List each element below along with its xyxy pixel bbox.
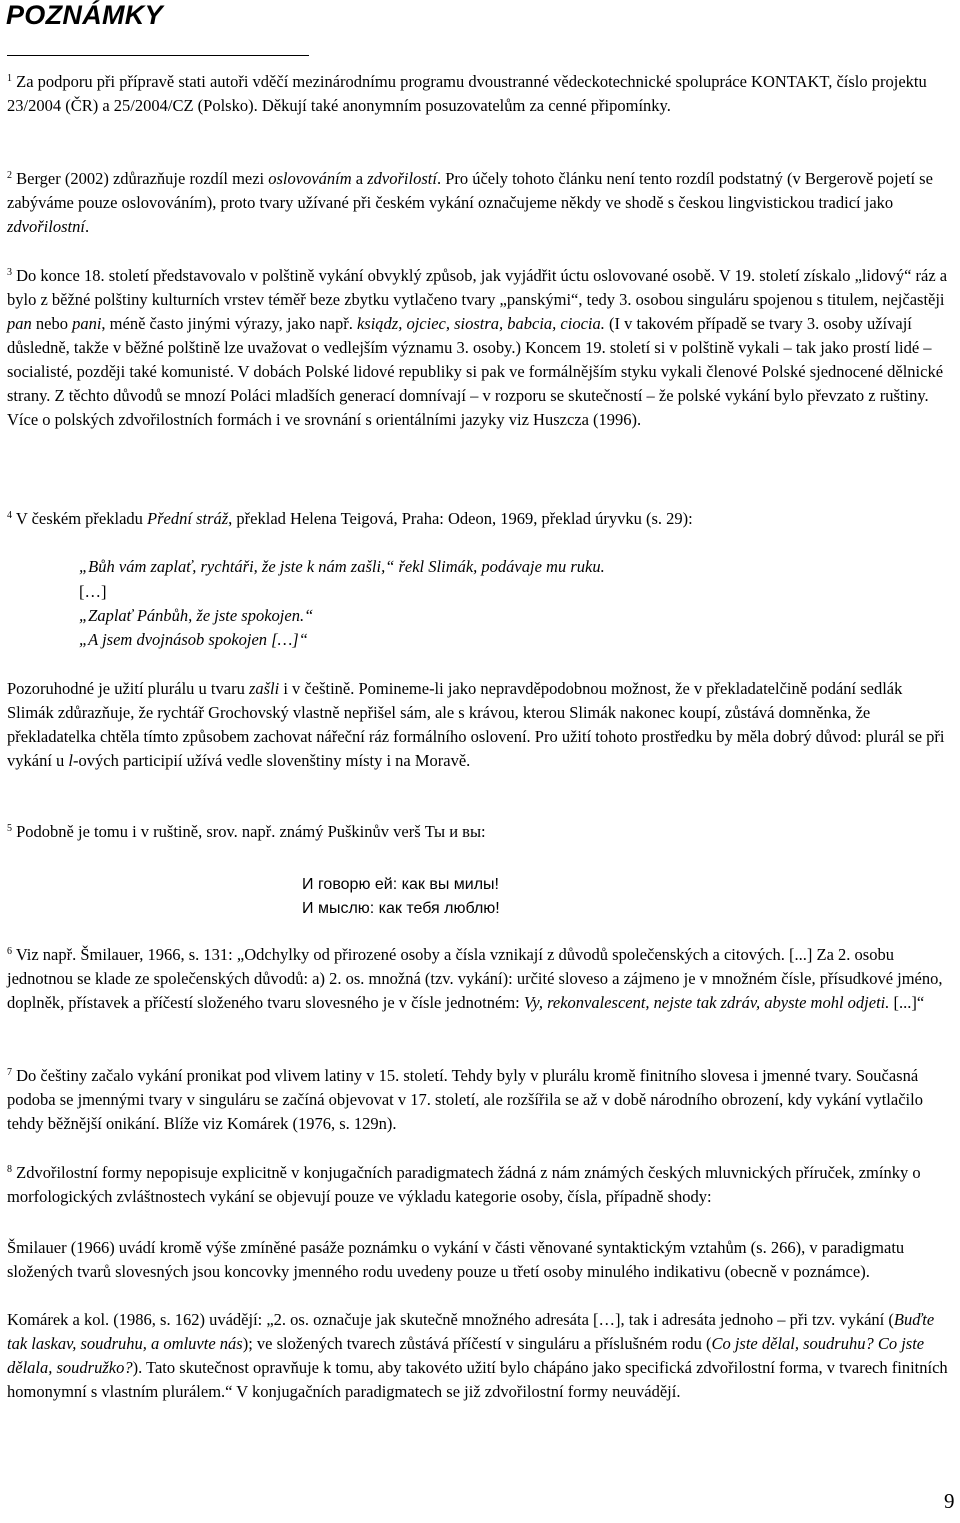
footnote-number: 3: [7, 267, 12, 278]
quote-line-3: „Zaplať Pánbůh, že jste spokojen.“: [79, 606, 314, 625]
russian-verse-1: И говорю ей: как вы милы!: [302, 876, 499, 893]
footnote-7: $^7$ Do češtiny začalo vykání pronikat pod vlivem latiny v 15. století. Tehdy byly v plurálu kromě finitního slovesa i jmenné tvary. Současná podoba se jmennými tvary v singuláru se začíná objevovat v 17. století, ale rozšířila se až v době národního obrození, kdy vykání vytlačilo tehdy běžnější onikání. Blíže viz Komárek (1976, s. 129n).: [7, 1066, 923, 1133]
footnote-number: 5: [7, 823, 12, 834]
footnote-4: $^4$ V českém překladu Přední stráž, překlad Helena Teigová, Praha: Odeon, 1969, překlad úryvku (s. 29):: [7, 509, 693, 528]
footnote-1: [7, 70, 953, 118]
quote-line-4: „A jsem dvojnásob spokojen […]“: [79, 630, 308, 649]
footnote-number: 2: [7, 170, 12, 181]
footnote-3: $^3$ Do konce 18. století představovalo v polštině vykání obvyklý způsob, jak vyjádřit úctu oslovované osobě. V 19. století získalo „lidový“ ráz a bylo z běžné polštiny kulturních vrstev téměř beze zbytku vytlačeno tvary „panskými“, tedy 3. osobou singuláru spojenou s titulem, nejčastěji pan nebo pani, méně často jinými výrazy, jako např. ksiądz, ojciec, siostra, babcia, ciocia. (I v takovém případě se tvary 3. osoby užívají důsledně, takže v běžné polštině lze uvažovat o vedlejším významu 3. osoby.) Koncem 19. století si v polštině vykali – tak jako prostí lidé – socialisté, později také komunisté. V dobách Polské lidové republiky si pak ve formálnějším styku vykali členové Polské sjednocené dělnické strany. Z těchto důvodů se mnozí Poláci mladších generací domnívají – v rozporu se skutečností – že polské vykání bylo převzato z ruštiny. Více o polských zdvořilostních formách i ve srovnání s orientálními jazyky viz Huszcza (1996).: [7, 266, 948, 429]
quote-line-1: „Bůh vám zaplať, rychtáři, že jste k nám zašli,“ řekl Slimák, podávaje mu ruku.: [79, 557, 605, 576]
footnote-8: $^8$ Zdvořilostní formy nepopisuje explicitně v konjugačních paradigmatech žádná z nám známých českých mluvnických příruček, zmínky o morfologických zvláštnostech vykání se objevují pouze ve výkladu kategorie osoby, čísla, případně shody:: [7, 1163, 921, 1206]
footnote-8-paragraph-2: Šmilauer (1966) uvádí kromě výše zmíněné pasáže poznámku o vykání v části věnované syntaktickým vztahům (s. 266), v paradigmatu složených tvarů slovesných jsou koncovky jmenného rodu uvedeny pouze u třetí osoby minulého indikativu (obecně v poznámce).: [7, 1238, 905, 1281]
footnote-number: 4: [7, 510, 12, 521]
footnote-8-paragraph-3: Komárek a kol. (1986, s. 162) uvádějí: „2. os. označuje jak skutečně množného adresáta […], tak i adresáta jednoho – při tzv. vykání (Buďte tak laskav, soudruhu, a omluvte nás); ve složených tvarech zůstává příčestí v singuláru a příslušném rodu (Co jste dělal, soudruhu? Co jste dělala, soudružko?). Tato skutečnost opravňuje k tomu, aby takovéto užití bylo chápáno jako specifická zdvořilostní forma, v tvarech finitních homonymní s vlastním plurálem.“ V konjugačních paradigmatech se již zdvořilostní formy neuvádějí.: [7, 1310, 948, 1401]
footnote-number: 1: [7, 73, 12, 84]
page-heading: POZNÁMKY: [6, 0, 163, 30]
footnote-number: 8: [7, 1164, 12, 1175]
footnote-number: 6: [7, 946, 12, 957]
footnote-6: $^6$ Viz např. Šmilauer, 1966, s. 131: „Odchylky od přirozené osoby a čísla vznikají z důvodů společenských a citových. [...] Za 2. osobu jednotnou se klade ze společenských důvodů: a) 2. os. množná (tzv. vykání): určité sloveso a zájmeno je v množném čísle, přísudkové jméno, doplněk, přístavek a příčestí složeného tvaru slovesného je v čísle jednotném: Vy, rekonvalescent, nejste tak zdráv, abyste mohl odjeti. [...]“: [7, 945, 943, 1012]
footnote-4-paragraph: Pozoruhodné je užití plurálu u tvaru zašli i v češtině. Pomineme-li jako nepravděpodobnou možnost, že v překladatelčině podání sedlák Slimák zdůrazňuje, že rychtář Grochovský vlastně nepřišel sám, ale s krávou, kterou Slimák nakonec koupí, zůstává domněnka, že překladatelka chtěla tímto způsobem zachovat nářeční ráz formálního oslovení. Pro užití tohoto prostředku by měla dobrý důvod: plurál se při vykání u l-ových participií užívá vedle slovenštiny místy i na Moravě.: [7, 679, 945, 770]
footnote-separator: [7, 55, 309, 56]
footnote-5: $^5$ Podobně je tomu i v ruštině, srov. např. známý Puškinův verš Ты и вы:: [7, 822, 486, 841]
russian-verse-2: И мыслю: как тебя люблю!: [302, 900, 500, 917]
footnote-number: 7: [7, 1067, 12, 1078]
quote-line-2: […]: [79, 582, 107, 601]
footnote-text: Za podporu při přípravě stati autoři vděčí mezinárodnímu programu dvoustranné vědeckotechnické spolupráce KONTAKT, číslo projektu 23/2004 (ČR) a 25/2004/CZ (Polsko). Děkují také anonymním posuzovatelům za cenné připomínky.: [7, 72, 927, 115]
page-number: 9: [944, 1489, 955, 1513]
footnote-2: $^2$ Berger (2002) zdůrazňuje rozdíl mezi oslovováním a zdvořilostí. Pro účely tohoto článku není tento rozdíl podstatný (v Bergerově pojetí se zabýváme pouze oslovováním), proto tvary užívané při českém vykání označujeme někdy ve shodě s českou lingvistickou tradicí jako zdvořilostní.: [7, 169, 933, 236]
